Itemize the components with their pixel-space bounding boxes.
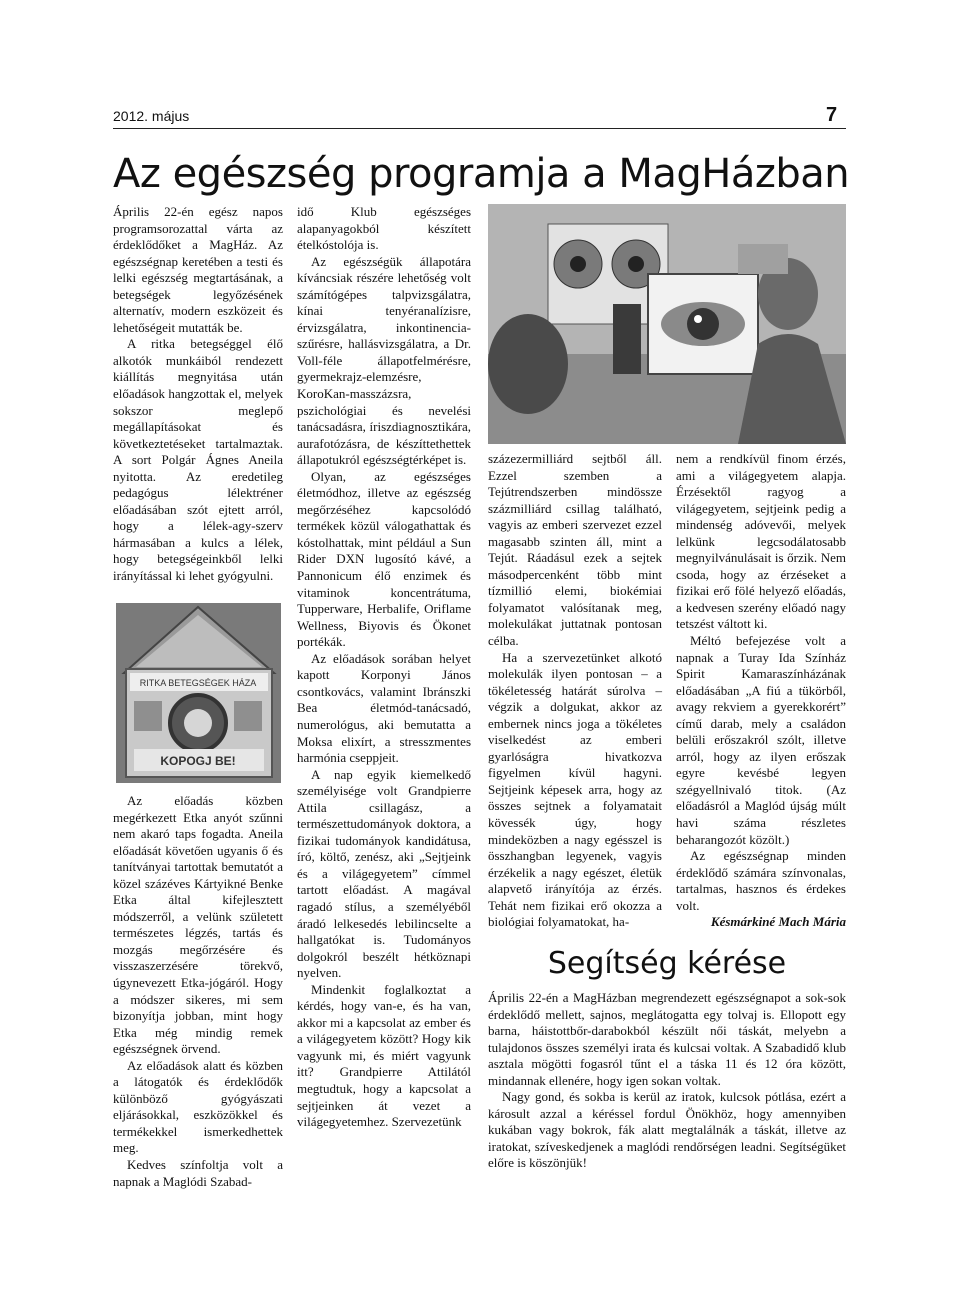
house-sign-text: RITKA BETEGSÉGEK HÁZA xyxy=(139,678,257,688)
article-column-4 xyxy=(676,451,846,931)
eye-examination-image xyxy=(488,204,846,444)
article-paragraph: százezermilliárd sejtből áll. Ezzel szemben a Tejútrendszerben mindössze százmilliárd csillag található, vagyis az emberi szervezet ezzel magasabb szinten áll, mint a Tejút. Ráadásul ezek a sejtek másodpercenként több mint tízmillió elemi, biokémiai folyamatot valósítanak meg, molekulákat juttatnak pontosan célba. xyxy=(488,451,662,649)
article-paragraph: Ha a szervezetünket alkotó molekulák ilyen pontosan – a tökéletesség határát súrolva – végzik a dolgukat, akkor az embernek nincs joga a tökéletes viselkedést az emberi gyarlóságra hivatkozva figyelmen kívül hagyni. Sejtjeink képesek arra, hogy az összes sejtnek a folyamatait kövessék úgy, hogy mindeközben a nagy egésszel is összhangban legyenek, vagyis érzékelik a nagy egészet, életük alapvető irányítója az érzés. Tehát nem fizikai erő okozza a biológiai folyamatokat, ha- xyxy=(488,649,662,930)
notice-body xyxy=(488,990,846,1172)
article-paragraph: A nap egyik kiemelkedő személyisége volt Grandpierre Attila csillagász, a természettudományok doktora, a fizikai tudományok kandidátusa, író, költő, zenész, aki „Sejtjeink és a világegyetem” címmel tartott előadást. A magával ragadó stílus, a személyéből áradó lelkesedés lebilincselte a hallgatókat is. Tudományos dolgokról beszélt hétköznapi nyelven. xyxy=(297,766,471,981)
article-paragraph: idő Klub egészséges alapanyagokból készített ételkóstolója is. xyxy=(297,204,471,253)
article-paragraph: Április 22-én egész napos programsorozattal várta az érdeklődőket a MagHáz. Az egészségnap keretében a testi és lelki egészség megtartásának, a betegségek legyőzésének alternatív, modern eszközeit és lehetőségeit mutatták be. xyxy=(113,204,283,335)
article-paragraph: nem a rendkívül finom érzés, ami a világegyetem alapja. Érzésektől ragyog a világegyetem, sejtjeink pedig a mindenség adóvevői, melyek lelkünk legcsodálatosabb megnyilvánulásait is őrzik. Nem csoda, hogy az érzéseket a fizikai erő fölé helyező előadás, a kedvesen szerény előadó nagy tetszést váltott ki. xyxy=(676,451,846,632)
article-paragraph: Méltó befejezése volt a napnak a Turay Ida Színház Spirit Kamaraszínházának előadásában „A fiú a tükörből, avagy rekviem a gyerekkorért” című darab, mely a családon belüli erőszakról szólt, illetve arról, hogy az ilyen erőszak egyre kevésbé legyen szégyellnivaló titok. (Az előadásról a Maglód újság múlt havi száma részletes beharangozót közölt.) xyxy=(676,633,846,847)
article-title: Az egészség programja a MagHázban xyxy=(113,151,850,197)
article-column-2 xyxy=(297,204,471,1131)
notice-title: Segítség kérése xyxy=(547,946,787,981)
article-column-1-top xyxy=(113,204,283,585)
eye-examination-photo xyxy=(488,204,846,444)
issue-date: 2012. május xyxy=(113,108,190,124)
article-author: Késmárkiné Mach Mária xyxy=(710,914,846,930)
article-paragraph: A ritka betegséggel élő alkotók munkáiból rendezett kiállítás megnyitása után előadások hangzottak el, melyek sokszor meglepő megállapításokat és következtetéseket tartalmaztak. A sort Polgár Ágnes Aneila nyitotta. Az eredetileg pedagógus lélektréner előadásában szót ejtett arról, hogy a lélek-agy-szerv hármasában a kulcs a lélek, hogy betegségeinkből lelki irányítással ki lehet gyógyulni. xyxy=(113,336,283,584)
notice-paragraph: Április 22-én a MagHázban megrendezett egészségnapot a sok-sok érdeklődő mellett, sajnos, meglátogatta egy tolvaj is. Ellopott egy barna, háistottbőr-darabokból készült női táskát, melyebn a tulajdonos összes személyi irata és kulcsai voltak. A Szabadidő klub asztala mögötti fogasról tűnt el a táska 11 és 12 óra között, mindannak ellenére, hogy igen sokan voltak. xyxy=(488,990,846,1088)
notice-paragraph: Nagy gond, és sokba is kerül az iratok, kulcsok pótlása, ezért a károsult azzal a kéréssel fordul Önökhöz, hogy amennyiben kukában vagy bokrok, fák alatt megtalálnák a táskát, illetve az iratokat, szíveskedjenek a maglódi rendőrségen leadni. Segítségüket előre is köszönjük! xyxy=(488,1089,846,1171)
article-paragraph: Az előadás közben megérkezett Etka anyót szűnni nem akaró taps fogadta. Aneila előadását követően ugyanis ő és tanítványai tartottak bemutatót a közel százéves Kártyikné Benke Etka által kifejlesztett módszerről, a velünk született természetes légzés, tartás és mozgás megőrzésére és visszaszerzésére törekvő, úgynevezett Etka-jógáról. Hogy a módszer sikeres, mi sem bizonyítja jobban, mint hogy Etka még mindig remek egészségnek örvend. xyxy=(113,793,283,1057)
house-artwork-photo xyxy=(116,603,281,783)
article-paragraph: Az egészségük állapotára kíváncsiak részére lehetőség volt számítógépes talpvizsgálatra, kínai tenyéranalízisre, érvizsgálatra, inkontinencia-szűrésre, hallásvizsgálatra, a Dr. Voll-féle állapotfelmérésre, gyermekrajz-elemzésre, KoroKan-masszázsra, pszichológiai és nevelési tanácsadásra, íriszdiagnosztikára, aurafotózásra, de készíttethettek állapotukról egészségtérképet is. xyxy=(297,253,471,468)
article-column-3 xyxy=(488,451,662,931)
article-paragraph: Olyan, az egészséges életmódhoz, illetve az egészség megőrzéséhez kapcsolódó termékek közül válogathattak és kóstolhattak, mint például a Sun Rider DXN lugosító kávé, a Pannonicum élő enzimek és vitaminok koncentrátuma, Tupperware, Herbalife, Oriflame Wellness, Biyovis és Ökonet portékák. xyxy=(297,468,471,650)
house-artwork-image xyxy=(116,603,281,783)
header-rule xyxy=(113,128,846,129)
article-paragraph: Az egészségnap minden érdeklődő számára színvonalas, tartalmas, hasznos és érdekes volt. xyxy=(676,848,846,913)
article-paragraph: Az előadások alatt és közben a látogatók és érdeklődők különböző gyógyászati eljárásokkal, eszközökkel és termékekkel ismerkedhettek meg. xyxy=(113,1057,283,1156)
article-paragraph: Mindenkit foglalkoztat a kérdés, hogy van-e, és ha van, akkor mi a kapcsolat az ember és a világegyetem között? Hogy kik vagyunk mi, és miért vagyunk itt? Grandpierre Attilától megtudtuk, hogy a kapcsolat a sejtjeinken át vezet a világegyetemhez. Szervezetünk xyxy=(297,981,471,1130)
house-bottom-text: KOPOGJ BE! xyxy=(160,754,236,768)
article-paragraph: Kedves színfoltja volt a napnak a Maglódi Szabad- xyxy=(113,1157,283,1189)
article-paragraph: Az előadások sorában helyet kapott Korponyi János csontkovács, valamint Ibránszki Bea életmód-tanácsadó, numerológus, aki bemutatta a Moksa elixírt, a stresszmentes harmónia cseppjeit. xyxy=(297,650,471,766)
page-number: 7 xyxy=(826,104,838,126)
article-column-1-bottom xyxy=(113,793,283,1190)
